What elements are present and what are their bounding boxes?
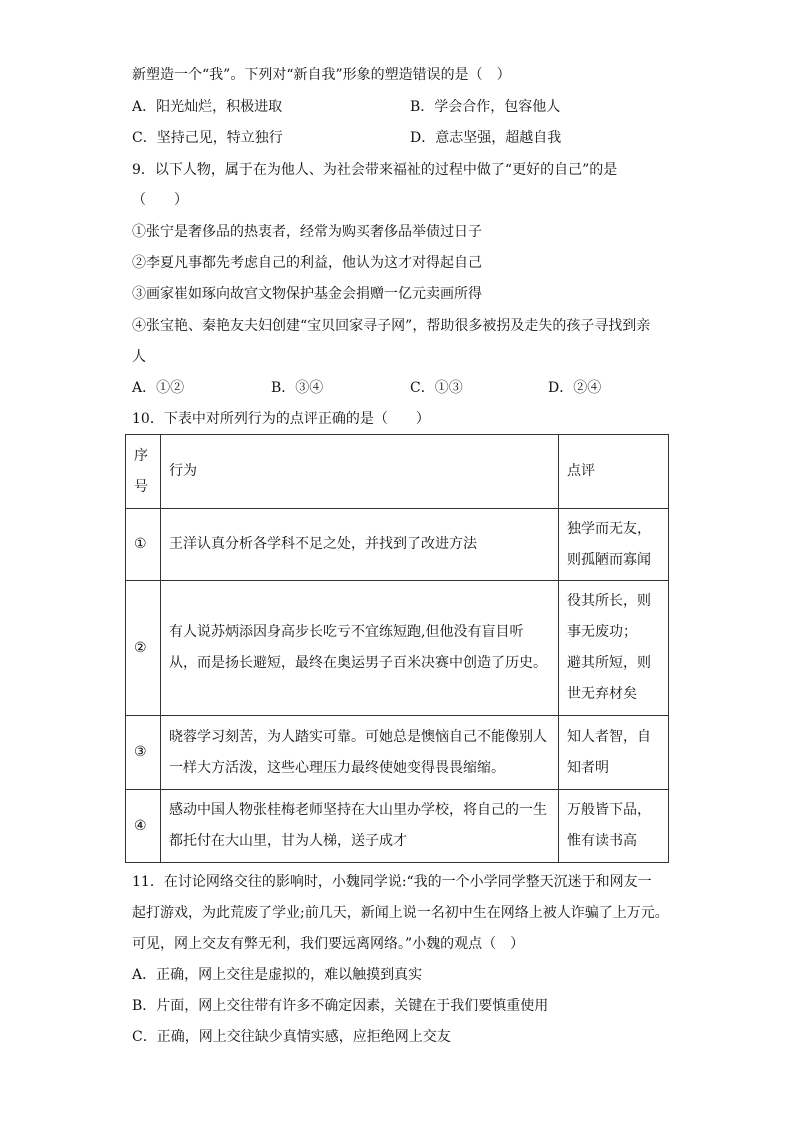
q8-option-c: C．坚持己见，特立独行	[132, 130, 283, 146]
q9-stem: 9．以下人物，属于在为他人、为社会带来福祉的过程中做了“更好的自己”的是	[132, 162, 618, 178]
row-action: 王洋认真分析各学科不足之处，并找到了改进方法	[161, 509, 559, 581]
q11-option-b: B．片面，网上交往带有许多不确定因素，关键在于我们要慎重使用	[132, 998, 549, 1014]
q9-item-1: ①张宁是奢侈品的热衷者，经常为购买奢侈品举债过日子	[132, 224, 482, 240]
q9-option-b: B．③④	[271, 380, 324, 396]
header-number: 序号	[126, 435, 161, 509]
q9-item-3: ③画家崔如琢向故宫文物保护基金会捐赠一亿元卖画所得	[132, 286, 482, 302]
q9-option-a: A．①②	[132, 380, 185, 396]
q9-option-d: D．②④	[548, 380, 602, 396]
q11-stem-line-1: 11．在讨论网络交往的影响时，小魏同学说:“我的一个小学同学整天沉迷于和网友一	[132, 874, 652, 890]
q9-answer-paren: （ ）	[132, 192, 188, 208]
row-action: 晓蓉学习刻苦，为人踏实可靠。可她总是懊恼自己不能像别人一样大方活泼，这些心理压力最终使她变得畏畏缩缩。	[161, 716, 559, 790]
q10-stem: 10．下表中对所列行为的点评正确的是（ ）	[132, 411, 430, 427]
row-number: ③	[126, 716, 161, 790]
row-review-part-1: 役其所长，则事无废功；	[567, 593, 651, 640]
header-review: 点评	[559, 435, 669, 509]
row-number: ②	[126, 581, 161, 716]
q8-option-d: D．意志坚强，超越自我	[410, 130, 562, 146]
row-review-part-2: 避其所短，则世无弃材矣	[567, 655, 651, 702]
q9-option-c: C．①③	[410, 380, 463, 396]
row-review: 知人者智，自知者明	[559, 716, 669, 790]
q9-item-2: ②李夏凡事都先考虑自己的利益，他认为这才对得起自己	[132, 255, 482, 271]
q11-stem-line-3: 可见，网上交友有弊无利，我们要远离网络。”小魏的观点（ ）	[132, 936, 525, 952]
q8-option-b: B．学会合作，包容他人	[410, 99, 561, 115]
table-row	[126, 790, 669, 863]
review-table	[125, 434, 669, 863]
q8-option-a: A．阳光灿烂，积极进取	[132, 99, 283, 115]
row-review: 独学而无友，则孤陋而寡闻	[559, 509, 669, 581]
row-number: ①	[126, 509, 161, 581]
row-review	[559, 581, 669, 716]
header-action: 行为	[161, 435, 559, 509]
table-row	[126, 581, 669, 716]
q8-stem: 新塑造一个“我”。下列对“新自我”形象的塑造错误的是（ ）	[132, 67, 511, 83]
q11-stem-line-2: 起打游戏，为此荒废了学业;前几天，新闻上说一名初中生在网络上被人诈骗了上万元。	[132, 905, 669, 921]
q9-item-4: ④张宝艳、秦艳友夫妇创建“宝贝回家寻子网”，帮助很多被拐及走失的孩子寻找到亲	[132, 318, 651, 334]
table-row	[126, 716, 669, 790]
row-number: ④	[126, 790, 161, 863]
table-header-row	[126, 435, 669, 509]
row-action: 感动中国人物张桂梅老师坚持在大山里办学校，将自己的一生都托付在大山里，甘为人梯，送子成才	[161, 790, 559, 863]
q11-option-c: C．正确，网上交往缺少真情实感，应拒绝网上交友	[132, 1029, 451, 1045]
table-row	[126, 509, 669, 581]
row-review: 万般皆下品，惟有读书高	[559, 790, 669, 863]
row-action: 有人说苏炳添因身高步长吃亏不宜练短跑,但他没有盲目听从，而是扬长避短，最终在奥运男子百米决赛中创造了历史。	[161, 581, 559, 716]
q9-item-4-cont: 人	[132, 349, 146, 365]
q11-option-a: A．正确，网上交往是虚拟的，难以触摸到真实	[132, 967, 423, 983]
